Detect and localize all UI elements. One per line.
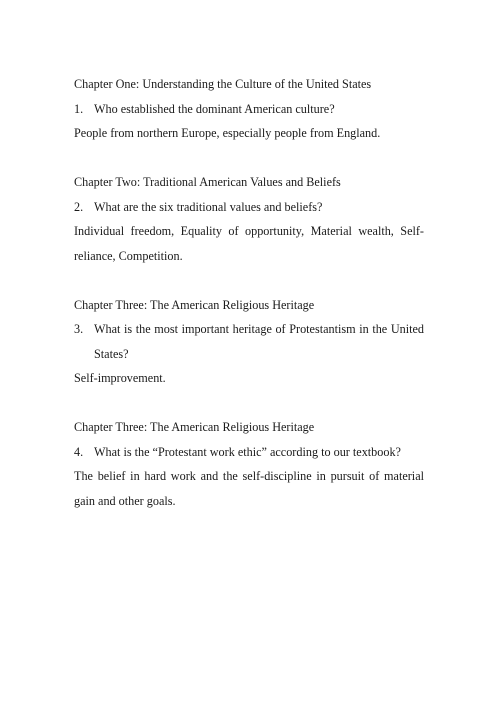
answer-text: Self-improvement. (74, 371, 166, 385)
question (74, 317, 424, 366)
chapter-heading: Chapter Two: Traditional American Values and Beliefs (74, 175, 341, 189)
question-text: What is the “Protestant work ethic” according to our textbook? (94, 444, 401, 459)
question-number: 4. (74, 444, 84, 459)
chapter-heading: Chapter Three: The American Religious Heritage (74, 297, 315, 312)
question (74, 195, 424, 220)
answer-text: The belief in hard work and the self-discipline in pursuit of material gain and other goals. (74, 469, 424, 508)
question (74, 97, 424, 122)
question-text: Who established the dominant American culture? (94, 101, 335, 116)
qa-section-1 (74, 72, 424, 146)
qa-section-3 (74, 293, 424, 391)
answer-text: People from northern Europe, especially people from England. (74, 126, 381, 140)
question-number: 2. (74, 199, 84, 214)
chapter-heading: Chapter Three: The American Religious Heritage (74, 420, 315, 434)
question-text: What is the most important heritage of Protestantism in the United States? (94, 322, 424, 361)
qa-section-4 (74, 415, 424, 513)
answer-text: Individual freedom, Equality of opportunity, Material wealth, Self-reliance, Competition. (74, 224, 424, 263)
question (74, 440, 424, 465)
question-text: What are the six traditional values and beliefs? (94, 199, 323, 214)
question-number: 1. (74, 101, 84, 116)
qa-section-2 (74, 170, 424, 268)
chapter-heading: Chapter One: Understanding the Culture of the United States (74, 77, 372, 91)
question-number: 3. (74, 322, 84, 336)
